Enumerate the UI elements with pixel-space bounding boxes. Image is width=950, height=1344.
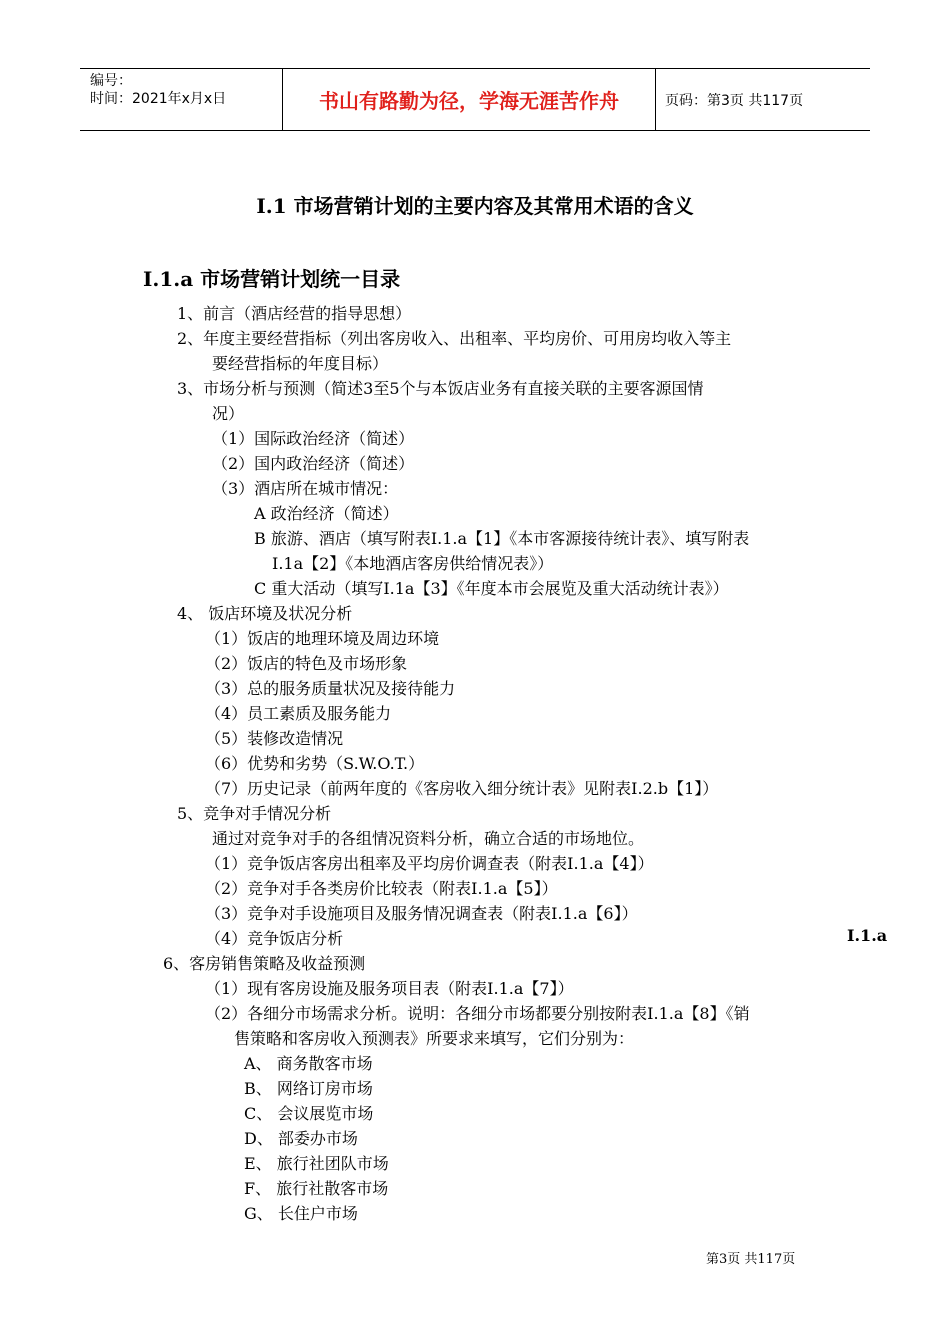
header-meta [90, 72, 226, 108]
toc-line: D、 部委办市场 [244, 1129, 358, 1148]
toc-line: I.1a【2】《本地酒店客房供给情况表》） [272, 554, 554, 573]
toc-line: 况） [212, 404, 245, 423]
doc-number-label: 编号： [90, 73, 132, 89]
toc-line: （2）饭店的特色及市场形象 [205, 654, 408, 673]
toc-line: 6、客房销售策略及收益预测 [163, 954, 366, 973]
toc-line: （5）装修改造情况 [205, 729, 344, 748]
toc-line: （1）国际政治经济（简述） [212, 429, 415, 448]
toc-line: （4）竞争饭店分析 [205, 929, 344, 948]
toc-line: B、 网络订房市场 [244, 1079, 373, 1098]
page-header [80, 68, 870, 131]
toc-line: 5、竞争对手情况分析 [177, 804, 332, 823]
header-motto: 书山有路勤为径，学海无涯苦作舟 [319, 89, 619, 113]
toc-line: 1、前言（酒店经营的指导思想） [177, 304, 412, 323]
subsection-title: I.1.a 市场营销计划统一目录 [143, 267, 401, 291]
header-divider [655, 69, 656, 130]
toc-line: （6）优势和劣势（S.W.O.T.） [205, 754, 425, 773]
doc-time-label: 时间：2021年x月x日 [90, 91, 227, 107]
toc-line: B 旅游、酒店（填写附表I.1.a【1】《本市客源接待统计表》、填写附表 [254, 529, 750, 548]
toc-line: C 重大活动（填写I.1a【3】《年度本市会展览及重大活动统计表》） [254, 579, 729, 598]
toc-line: G、 长住户市场 [244, 1204, 358, 1223]
toc-line: （4）员工素质及服务能力 [205, 704, 392, 723]
toc-line: 3、市场分析与预测（简述3至5个与本饭店业务有直接关联的主要客源国情 [177, 379, 704, 398]
toc-line: 要经营指标的年度目标） [212, 354, 389, 373]
toc-line: （1）竞争饭店客房出租率及平均房价调查表（附表I.1.a【4】） [205, 854, 654, 873]
toc-line: （3）竞争对手设施项目及服务情况调查表（附表I.1.a【6】） [205, 904, 638, 923]
toc-line: （2）竞争对手各类房价比较表（附表I.1.a【5】） [205, 879, 558, 898]
toc-line: F、 旅行社散客市场 [244, 1179, 389, 1198]
toc-line: （2）国内政治经济（简述） [212, 454, 415, 473]
header-page-info: 页码：第3页 共117页 [665, 92, 804, 109]
toc-line: 4、 饭店环境及状况分析 [177, 604, 353, 623]
toc-line: （2）各细分市场需求分析。说明：各细分市场都要分别按附表I.1.a【8】《销 [205, 1004, 750, 1023]
toc-line: 2、年度主要经营指标（列出客房收入、出租率、平均房价、可用房均收入等主 [177, 329, 732, 348]
toc-line: （7）历史记录（前两年度的《客房收入细分统计表》见附表I.2.b【1】） [205, 779, 719, 798]
toc-line: （3）酒店所在城市情况： [212, 479, 399, 498]
section-title: I.1 市场营销计划的主要内容及其常用术语的含义 [256, 194, 694, 218]
toc-line: 售策略和客房收入预测表》所要求来填写，它们分别为： [234, 1029, 635, 1048]
margin-mark: I.1.a [847, 926, 888, 945]
toc-line: E、 旅行社团队市场 [244, 1154, 389, 1173]
toc-line: （1）饭店的地理环境及周边环境 [205, 629, 440, 648]
toc-line: 通过对竞争对手的各组情况资料分析，确立合适的市场地位。 [212, 829, 645, 848]
page-footer: 第3页 共117页 [706, 1252, 796, 1267]
toc-line: C、 会议展览市场 [244, 1104, 374, 1123]
toc-line: A 政治经济（简述） [254, 504, 399, 523]
toc-line: （3）总的服务质量状况及接待能力 [205, 679, 456, 698]
toc-line: A、 商务散客市场 [244, 1054, 373, 1073]
toc-line: （1）现有客房设施及服务项目表（附表I.1.a【7】） [205, 979, 574, 998]
